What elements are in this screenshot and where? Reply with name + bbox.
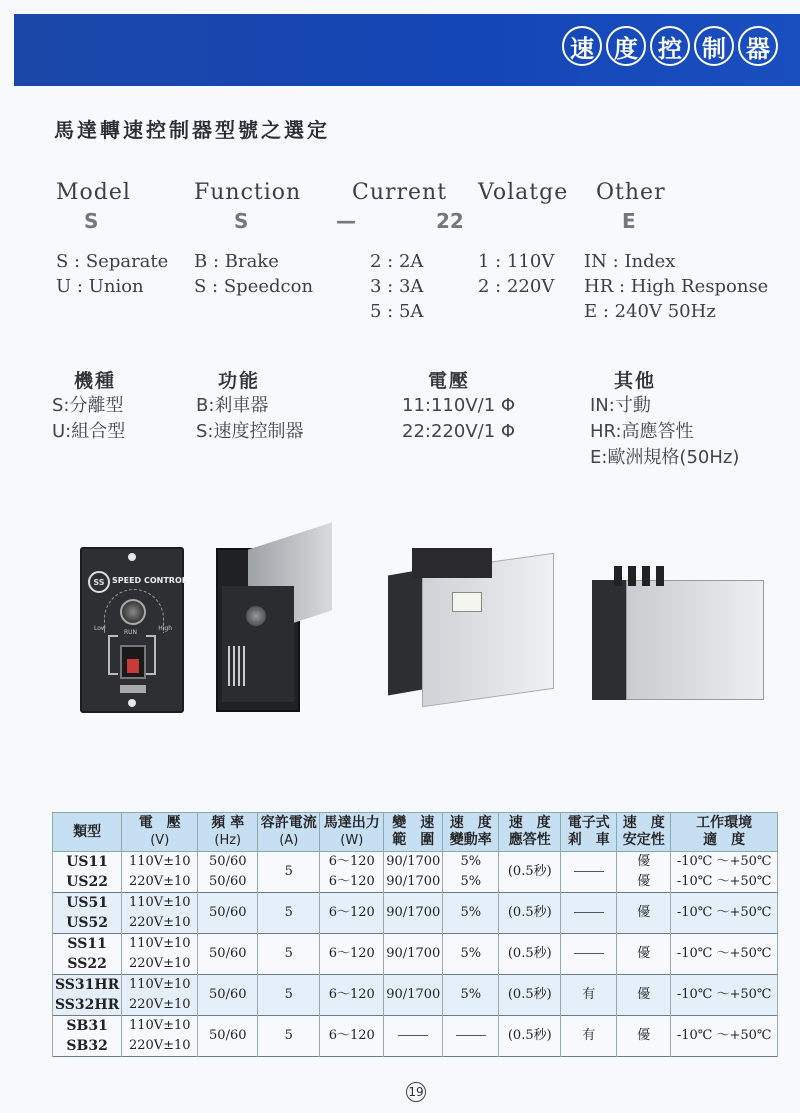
header-power: 馬達出力 (W): [320, 813, 384, 852]
frequency-cell: 50/60: [198, 975, 258, 1016]
frequency-cell: 50/60: [198, 872, 258, 893]
voltage-cell: 220V±10: [122, 1036, 198, 1057]
stability-cell: 優: [617, 934, 671, 975]
header-brake: 電子式 剎 車: [561, 813, 617, 852]
zh-other-label: 其他: [614, 370, 657, 392]
type-cell: US52: [53, 913, 122, 934]
model-tag: [120, 685, 146, 693]
rate-cell: 5%: [443, 852, 499, 873]
environment-cell: -10℃ ～+50℃: [671, 934, 778, 975]
current-cell: 5: [258, 975, 320, 1016]
switch-bracket: [108, 635, 118, 675]
response-cell: (0.5秒): [499, 1016, 561, 1057]
current-cell: 5: [258, 852, 320, 893]
zh-other-column: [590, 366, 739, 471]
brake-cell: 有: [561, 975, 617, 1016]
stability-cell: 優: [617, 852, 671, 873]
rate-cell: [443, 1016, 499, 1057]
zh-other-option: HR:高應答性: [590, 421, 694, 442]
model-label: Model: [56, 180, 131, 205]
rocker-switch: [120, 645, 146, 679]
relay-module-photo: [388, 552, 558, 700]
header-current: 容許電流 (A): [258, 813, 320, 852]
function-option: B : Brake: [194, 251, 279, 272]
power-cell: 6～120: [320, 872, 384, 893]
table-row: [53, 893, 778, 914]
header-response: 速 度 應答性: [499, 813, 561, 852]
power-cell: 6～120: [320, 852, 384, 873]
range-cell: 90/1700: [384, 975, 443, 1016]
zh-function-option: B:剎車器: [196, 395, 269, 416]
other-option: HR : High Response: [584, 276, 769, 297]
type-cell: SS31HR: [53, 975, 122, 996]
header-stability: 速 度 安定性: [617, 813, 671, 852]
range-cell: 90/1700: [384, 934, 443, 975]
high-label: High: [158, 625, 172, 632]
table-row: [53, 1016, 778, 1037]
title-char: 器: [738, 26, 778, 66]
environment-cell: -10℃ ～+50℃: [671, 872, 778, 893]
function-code: S: [234, 209, 249, 233]
speed-control-unit-photo: [80, 547, 187, 713]
frequency-cell: 50/60: [198, 934, 258, 975]
page-number: 19: [406, 1082, 426, 1102]
power-cell: 6～120: [320, 893, 384, 934]
header-frequency: 頻 率 (Hz): [198, 813, 258, 852]
model-option: S : Separate: [56, 251, 169, 272]
zh-voltage-column: [402, 366, 515, 445]
environment-cell: -10℃ ～+50℃: [671, 975, 778, 1016]
model-code: S: [84, 209, 99, 233]
indicator-bars: [228, 646, 246, 686]
function-option: S : Speedcon: [194, 276, 314, 297]
brand-logo: SS: [88, 571, 110, 593]
stability-cell: 優: [617, 1016, 671, 1057]
voltage-column: [436, 180, 569, 299]
zh-other-option: IN:寸動: [590, 395, 651, 416]
other-code: E: [622, 209, 636, 233]
zh-voltage-option: 22:220V/1 Φ: [402, 421, 516, 442]
type-cell: SB32: [53, 1036, 122, 1057]
table-row: [53, 852, 778, 873]
speed-dial-knob: [120, 599, 146, 625]
type-cell: US11: [53, 852, 122, 873]
low-label: Low: [94, 625, 106, 632]
voltage-cell: 220V±10: [122, 995, 198, 1016]
voltage-cell: 110V±10: [122, 934, 198, 955]
voltage-cell: 220V±10: [122, 954, 198, 975]
speed-dial-knob: [246, 606, 266, 626]
type-cell: SS32HR: [53, 995, 122, 1016]
voltage-cell: 220V±10: [122, 913, 198, 934]
zh-model-option: S:分離型: [52, 395, 124, 416]
spec-table: [52, 812, 778, 1057]
title-char: 度: [606, 26, 646, 66]
zh-other-option: E:歐洲規格(50Hz): [590, 447, 740, 468]
table-row: [53, 872, 778, 893]
other-label: Other: [596, 180, 666, 205]
environment-cell: -10℃ ～+50℃: [671, 1016, 778, 1057]
mount-hole: [128, 553, 136, 561]
rate-cell: 5%: [443, 893, 499, 934]
range-cell: 90/1700: [384, 852, 443, 873]
response-cell: (0.5秒): [499, 934, 561, 975]
environment-cell: -10℃ ～+50℃: [671, 893, 778, 934]
current-cell: 5: [258, 934, 320, 975]
voltage-option: 2 : 220V: [478, 276, 555, 297]
table-row: [53, 934, 778, 955]
rate-cell: 5%: [443, 872, 499, 893]
voltage-label: Volatge: [478, 180, 569, 205]
brake-cell: [561, 893, 617, 934]
frequency-cell: 50/60: [198, 893, 258, 934]
power-cell: 6～120: [320, 934, 384, 975]
zh-function-column: [196, 366, 304, 445]
current-option: 3 : 3A: [370, 276, 424, 297]
range-cell: [384, 1016, 443, 1057]
type-cell: SB31: [53, 1016, 122, 1037]
relay-module-photo-2: [592, 566, 766, 708]
current-cell: 5: [258, 1016, 320, 1057]
voltage-code: 22: [436, 209, 464, 233]
function-label: Function: [194, 180, 302, 205]
stability-cell: 優: [617, 975, 671, 1016]
current-option: 2 : 2A: [370, 251, 424, 272]
voltage-cell: 110V±10: [122, 975, 198, 996]
rate-cell: 5%: [443, 975, 499, 1016]
terminal-pins: [614, 566, 664, 586]
speed-controller-side-photo: [216, 548, 300, 712]
voltage-cell: 110V±10: [122, 852, 198, 873]
header-voltage: 電 壓 (V): [122, 813, 198, 852]
model-option: U : Union: [56, 276, 144, 297]
brake-cell: [561, 852, 617, 893]
frequency-cell: 50/60: [198, 852, 258, 873]
environment-cell: -10℃ ～+50℃: [671, 852, 778, 873]
current-code: —: [336, 209, 356, 233]
brake-cell: [561, 934, 617, 975]
module-body: [626, 580, 764, 700]
mount-hole: [128, 699, 136, 707]
terminal-block: [412, 548, 492, 578]
rate-cell: 5%: [443, 934, 499, 975]
stability-cell: 優: [617, 872, 671, 893]
table-header-row: [53, 813, 778, 852]
current-label: Current: [352, 180, 448, 205]
zh-function-option: S:速度控制器: [196, 421, 304, 442]
current-column: [336, 180, 448, 324]
switch-bracket: [146, 635, 156, 675]
response-cell: (0.5秒): [499, 975, 561, 1016]
other-option: E : 240V 50Hz: [584, 301, 716, 322]
type-cell: US22: [53, 872, 122, 893]
brand-text: SPEED CONTROL: [112, 576, 187, 585]
voltage-cell: 220V±10: [122, 872, 198, 893]
response-cell: (0.5秒): [499, 893, 561, 934]
type-cell: SS22: [53, 954, 122, 975]
header-title: [562, 26, 778, 66]
table-row: [53, 975, 778, 996]
power-cell: 6～120: [320, 1016, 384, 1057]
other-column: [584, 180, 769, 324]
zh-model-option: U:組合型: [52, 421, 126, 442]
title-char: 控: [650, 26, 690, 66]
module-label: [452, 592, 482, 612]
title-char: 速: [562, 26, 602, 66]
frequency-cell: 50/60: [198, 1016, 258, 1057]
other-option: IN : Index: [584, 251, 676, 272]
range-cell: 90/1700: [384, 872, 443, 893]
section-title: 馬達轉速控制器型號之選定: [54, 118, 330, 142]
power-cell: 6～120: [320, 975, 384, 1016]
header-range: 變 速 範 圍: [384, 813, 443, 852]
zh-function-label: 功能: [218, 370, 261, 392]
zh-model-label: 機種: [74, 370, 117, 392]
type-cell: SS11: [53, 934, 122, 955]
voltage-cell: 110V±10: [122, 893, 198, 914]
header-type: 類型: [53, 813, 122, 852]
model-column: [56, 180, 168, 299]
zh-voltage-option: 11:110V/1 Φ: [402, 395, 516, 416]
current-option: 5 : 5A: [370, 301, 424, 322]
current-cell: 5: [258, 893, 320, 934]
voltage-option: 1 : 110V: [478, 251, 555, 272]
header-rate: 速 度 變動率: [443, 813, 499, 852]
function-column: [194, 180, 313, 299]
type-cell: US51: [53, 893, 122, 914]
run-label: RUN: [124, 629, 138, 636]
stability-cell: 優: [617, 893, 671, 934]
voltage-cell: 110V±10: [122, 1016, 198, 1037]
response-cell: (0.5秒): [499, 852, 561, 893]
range-cell: 90/1700: [384, 893, 443, 934]
header-environment: 工作環境 適 度: [671, 813, 778, 852]
zh-voltage-label: 電壓: [428, 370, 471, 392]
title-char: 制: [694, 26, 734, 66]
brake-cell: 有: [561, 1016, 617, 1057]
zh-model-column: [52, 366, 125, 445]
